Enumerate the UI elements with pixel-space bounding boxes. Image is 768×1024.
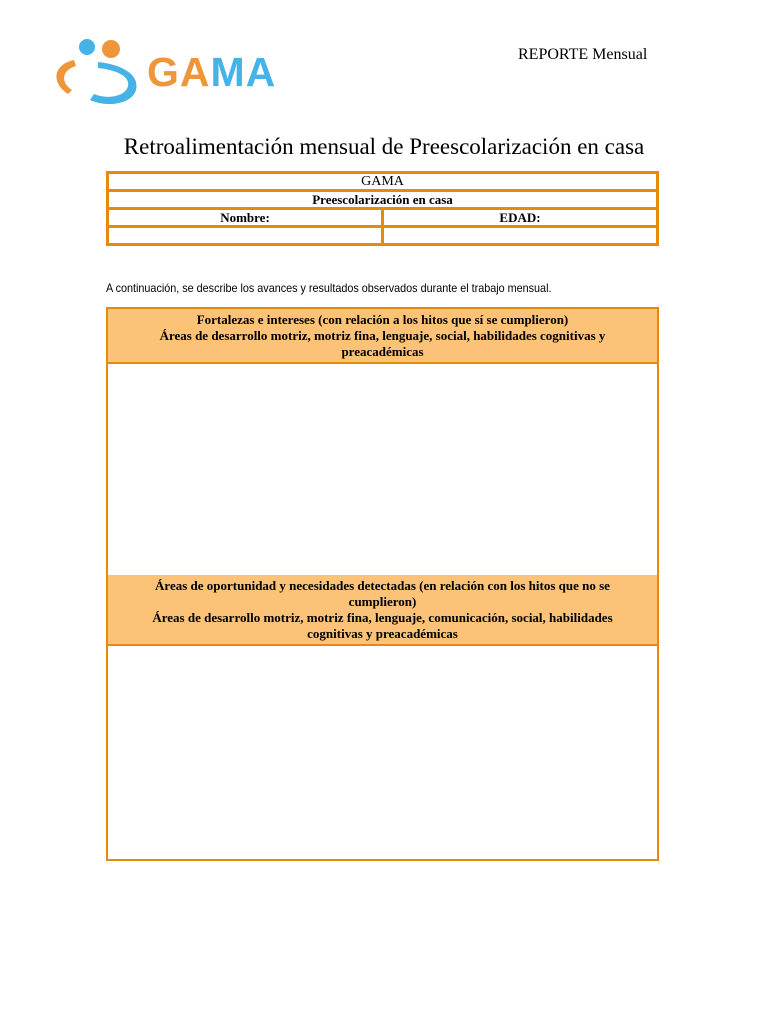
gama-logo-icon [46,34,146,110]
info-row-values [108,227,658,245]
logo-text-orange: GA [147,49,211,95]
program-cell: Preescolarización en casa [108,191,658,209]
age-label: EDAD: [383,209,658,227]
info-row-org [108,173,658,191]
info-table [106,171,659,246]
strengths-subtitle: Áreas de desarrollo motriz, motriz fina, lenguaje, social, habilidades cognitivas y preacadémicas [159,328,606,359]
info-row-program [108,191,658,209]
opportunities-header [108,575,657,646]
age-value-field[interactable] [383,227,658,245]
strengths-section [106,307,659,579]
org-cell: GAMA [108,173,658,191]
logo-wordmark [147,44,276,100]
gama-logo [46,34,277,110]
name-label: Nombre: [108,209,383,227]
intro-text: A continuación, se describe los avances y resultados observados durante el trabajo mensual. [106,281,552,295]
opportunities-subtitle: Áreas de desarrollo motriz, motriz fina, lenguaje, comunicación, social, habilidades cognitivas y preacadémicas [152,610,613,641]
info-row-labels [108,209,658,227]
name-value-field[interactable] [108,227,383,245]
document-title: Retroalimentación mensual de Preescolarización en casa [123,134,645,159]
strengths-title: Fortalezas e intereses (con relación a los hitos que sí se cumplieron) [196,312,569,327]
opportunities-content-area[interactable] [108,646,657,859]
strengths-content-area[interactable] [108,364,657,577]
strengths-header [108,309,657,364]
opportunities-title: Áreas de oportunidad y necesidades detectadas (en relación con los hitos que no se cumplieron) [155,578,610,609]
opportunities-section [106,575,659,861]
report-label: REPORTE Mensual [518,46,648,63]
logo-text-blue: MA [210,49,277,95]
